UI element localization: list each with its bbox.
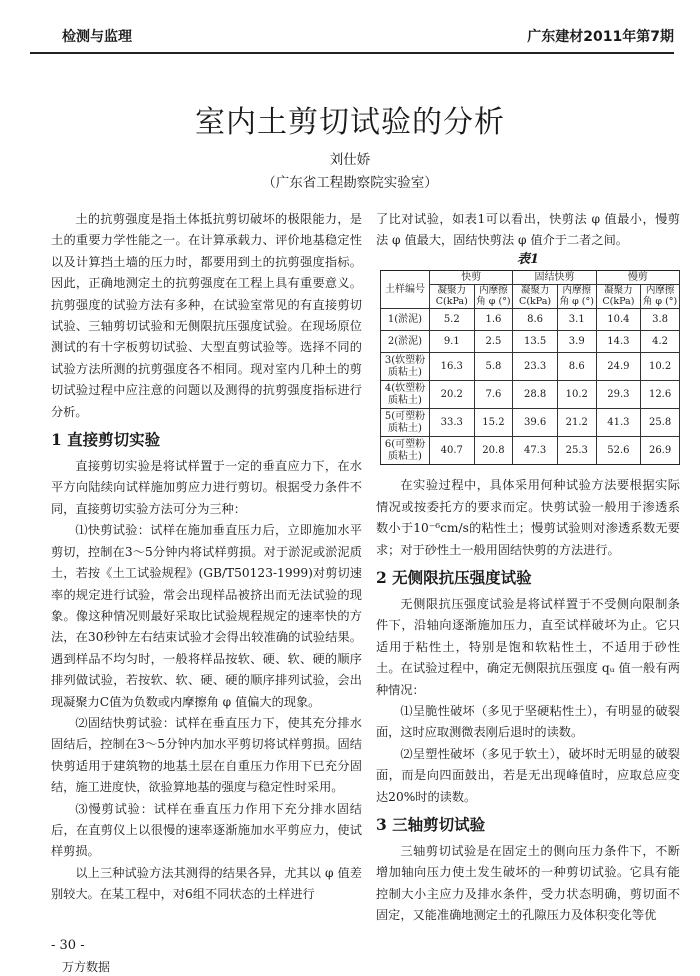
table-cell: 25.3	[557, 437, 596, 465]
table-cell: 3.9	[557, 331, 596, 353]
table-subheader-phi: 内摩擦角 φ (°)	[474, 285, 513, 309]
table-cell: 25.8	[641, 409, 680, 437]
table-subheader-c: 凝聚力C(kPa)	[430, 285, 475, 309]
table-header-group: 慢剪	[596, 270, 679, 285]
table-cell: 8.6	[557, 353, 596, 381]
table-row	[381, 381, 680, 409]
table-cell: 47.3	[513, 437, 558, 465]
table-cell: 8.6	[513, 309, 558, 331]
page-number: - 30 -	[51, 938, 85, 953]
table-row	[381, 409, 680, 437]
paragraph: 在实验过程中，具体采用何种试验方法要根据实际情况或按委托方的要求而定。快剪试验一般用于渗透系数小于10⁻⁶cm/s的粘性土；慢剪试验则对渗透系数无要求；对于砂性土一般用固结快剪的方法进行。	[376, 478, 680, 557]
right-column	[376, 209, 680, 927]
section-1-paragraph: ⑴快剪试验：试样在施加垂直压力后，立即施加水平剪切，控制在3～5分钟内将试样剪损。对于淤泥或淤泥质土，若按《土工试验规程》(GB/T50123-1999)对剪切速率的规定进行试验，常会出现样品被挤出而无法试验的现象。像这种情况则最好采取比试验规程规定的速率快的方法，在30秒钟左右结束试验才会得出较准确的试验结果。遇到样品不均匀时，一般将样品按软、硬、软、硬的顺序排列做试验，若按软、软、硬、硬的顺序排列试验，会出现凝聚力C值为负数或内摩擦角 φ 值偏大的现象。	[51, 523, 362, 709]
table-cell: 21.2	[557, 409, 596, 437]
table-subheader-c: 凝聚力C(kPa)	[596, 285, 641, 309]
table-cell: 2.5	[474, 331, 513, 353]
section-2-paragraph: ⑴呈脆性破坏（多见于坚硬粘性土），有明显的破裂面，这时应取测微表刚后退时的读数。	[376, 703, 680, 740]
table-cell: 10.2	[557, 381, 596, 409]
table-header-group: 固结快剪	[513, 270, 596, 285]
table-cell: 13.5	[513, 331, 558, 353]
section-2-paragraph: ⑵呈塑性破坏（多见于软土），破坏时无明显的破裂面，而是向四面鼓出，若是无出现峰值时，应取总应变达20%时的读数。	[376, 746, 680, 804]
section-2-paragraph: 无侧限抗压强度试验是将试样置于不受侧向限制条件下，沿轴向逐渐施加压力，直至试样破坏为止。它只适用于粘性土，特别是饱和软粘性土，不适用于砂性土。在试验过程中，确定无侧限抗压强度 qᵤ 值一般有两种情况：	[376, 596, 680, 697]
author-name: 刘仕娇	[329, 152, 371, 168]
table-cell-label: 5(可塑粉质粘土)	[381, 409, 430, 437]
table-row	[381, 309, 680, 331]
table-cell: 20.8	[474, 437, 513, 465]
table-cell: 14.3	[596, 331, 641, 353]
table-caption: 表1	[516, 251, 540, 267]
left-column	[51, 209, 362, 906]
table-row	[381, 331, 680, 353]
author-affiliation: （广东省工程勘察院实验室）	[262, 175, 438, 191]
section-3-paragraph: 三轴剪切试验是在固定土的侧向压力条件下，不断增加轴向压力使土发生破坏的一种剪切试验。它具有能控制大小主应力及排水条件，受力状态明确，剪切面不固定，又能准确地测定土的孔隙压力及体积变化等优	[376, 844, 680, 923]
section-2-heading: 2 无侧限抗压强度试验	[376, 567, 532, 587]
table-cell: 16.3	[430, 353, 475, 381]
table-cell: 28.8	[513, 381, 558, 409]
table-cell: 15.2	[474, 409, 513, 437]
table-header-soil: 土样编号	[381, 270, 430, 309]
continued-paragraph: 了比对试验，如表1可以看出，快剪法 φ 值最小，慢剪法 φ 值最大，固结快剪法 φ 值介于二者之间。	[376, 212, 680, 248]
section-1-paragraph: 以上三种试验方法其测得的结果各异，尤其以 φ 值差别较大。在某工程中，对6组不同状态的土样进行	[51, 865, 362, 902]
header-section: 检测与监理	[62, 29, 132, 45]
section-1-heading: 1 直接剪切实验	[51, 430, 161, 450]
table-cell: 52.6	[596, 437, 641, 465]
table-cell: 20.2	[430, 381, 475, 409]
table-cell-label: 6(可塑粉质粘土)	[381, 437, 430, 465]
table-cell: 10.2	[641, 353, 680, 381]
section-1-paragraph: 直接剪切实验是将试样置于一定的垂直应力下，在水平方向陆续向试样施加剪应力进行剪切。根据受力条件不同，直接剪切实验方法可分为三种：	[51, 459, 362, 516]
article-title: 室内土剪切试验的分析	[195, 105, 505, 140]
table-row	[381, 437, 680, 465]
table-cell: 40.7	[430, 437, 475, 465]
table-cell: 5.2	[430, 309, 475, 331]
table-cell-label: 2(淤泥)	[381, 331, 430, 353]
table-cell: 9.1	[430, 331, 475, 353]
table-subheader-phi: 内摩擦角 φ (°)	[557, 285, 596, 309]
table-cell-label: 3(软塑粉质粘土)	[381, 353, 430, 381]
table-header-group: 快剪	[430, 270, 513, 285]
table-cell: 26.9	[641, 437, 680, 465]
intro-paragraph: 土的抗剪强度是指土体抵抗剪切破坏的极限能力，是土的重要力学性能之一。在计算承载力、评价地基稳定性以及计算挡土墙的压力时，都要用到土的抗剪强度指标。因此，正确地测定土的抗剪强度在工程上具有重要意义。抗剪强度的试验方法有多种，在试验室常见的有直接剪切试验、三轴剪切试验和无侧限抗压强度试验。在现场原位测试的有十字板剪切试验、大型直剪试验等。选择不同的试验方法所测的抗剪强度各不相同。现对室内几种土的剪切试验过程中应注意的问题以及测得的抗剪强度指标进行分析。	[51, 212, 362, 419]
table-cell: 10.4	[596, 309, 641, 331]
header-journal: 广东建材2011年第7期	[527, 29, 674, 45]
table-cell: 3.1	[557, 309, 596, 331]
table-subheader-phi: 内摩擦角 φ (°)	[641, 285, 680, 309]
table-cell: 3.8	[641, 309, 680, 331]
section-1-paragraph: ⑵固结快剪试验：试样在垂直压力下，使其充分排水固结后，控制在3～5分钟内加水平剪切将试样剪损。固结快剪适用于建筑物的地基土层在自重压力作用下已充分固结，施工进度快，欲验算地基的强度与稳定性时采用。	[51, 715, 362, 795]
table-cell: 24.9	[596, 353, 641, 381]
table-cell: 41.3	[596, 409, 641, 437]
shear-test-table	[380, 270, 680, 466]
table-cell: 12.6	[641, 381, 680, 409]
table-cell: 5.8	[474, 353, 513, 381]
table-subheader-c: 凝聚力C(kPa)	[513, 285, 558, 309]
section-1-paragraph: ⑶慢剪试验：试样在垂直压力作用下充分排水固结后，在直剪仪上以很慢的速率逐渐施加水平剪应力，使试样剪损。	[51, 801, 362, 859]
table-cell: 29.3	[596, 381, 641, 409]
watermark: 万方数据	[62, 960, 111, 974]
table-cell-label: 1(淤泥)	[381, 309, 430, 331]
table-row	[381, 353, 680, 381]
table-cell: 33.3	[430, 409, 475, 437]
table-cell: 4.2	[641, 331, 680, 353]
table-cell: 39.6	[513, 409, 558, 437]
table-cell: 7.6	[474, 381, 513, 409]
header-rule	[30, 52, 674, 54]
table-cell: 23.3	[513, 353, 558, 381]
section-3-heading: 3 三轴剪切试验	[376, 815, 486, 834]
table-cell-label: 4(软塑粉质粘土)	[381, 381, 430, 409]
table-cell: 1.6	[474, 309, 513, 331]
